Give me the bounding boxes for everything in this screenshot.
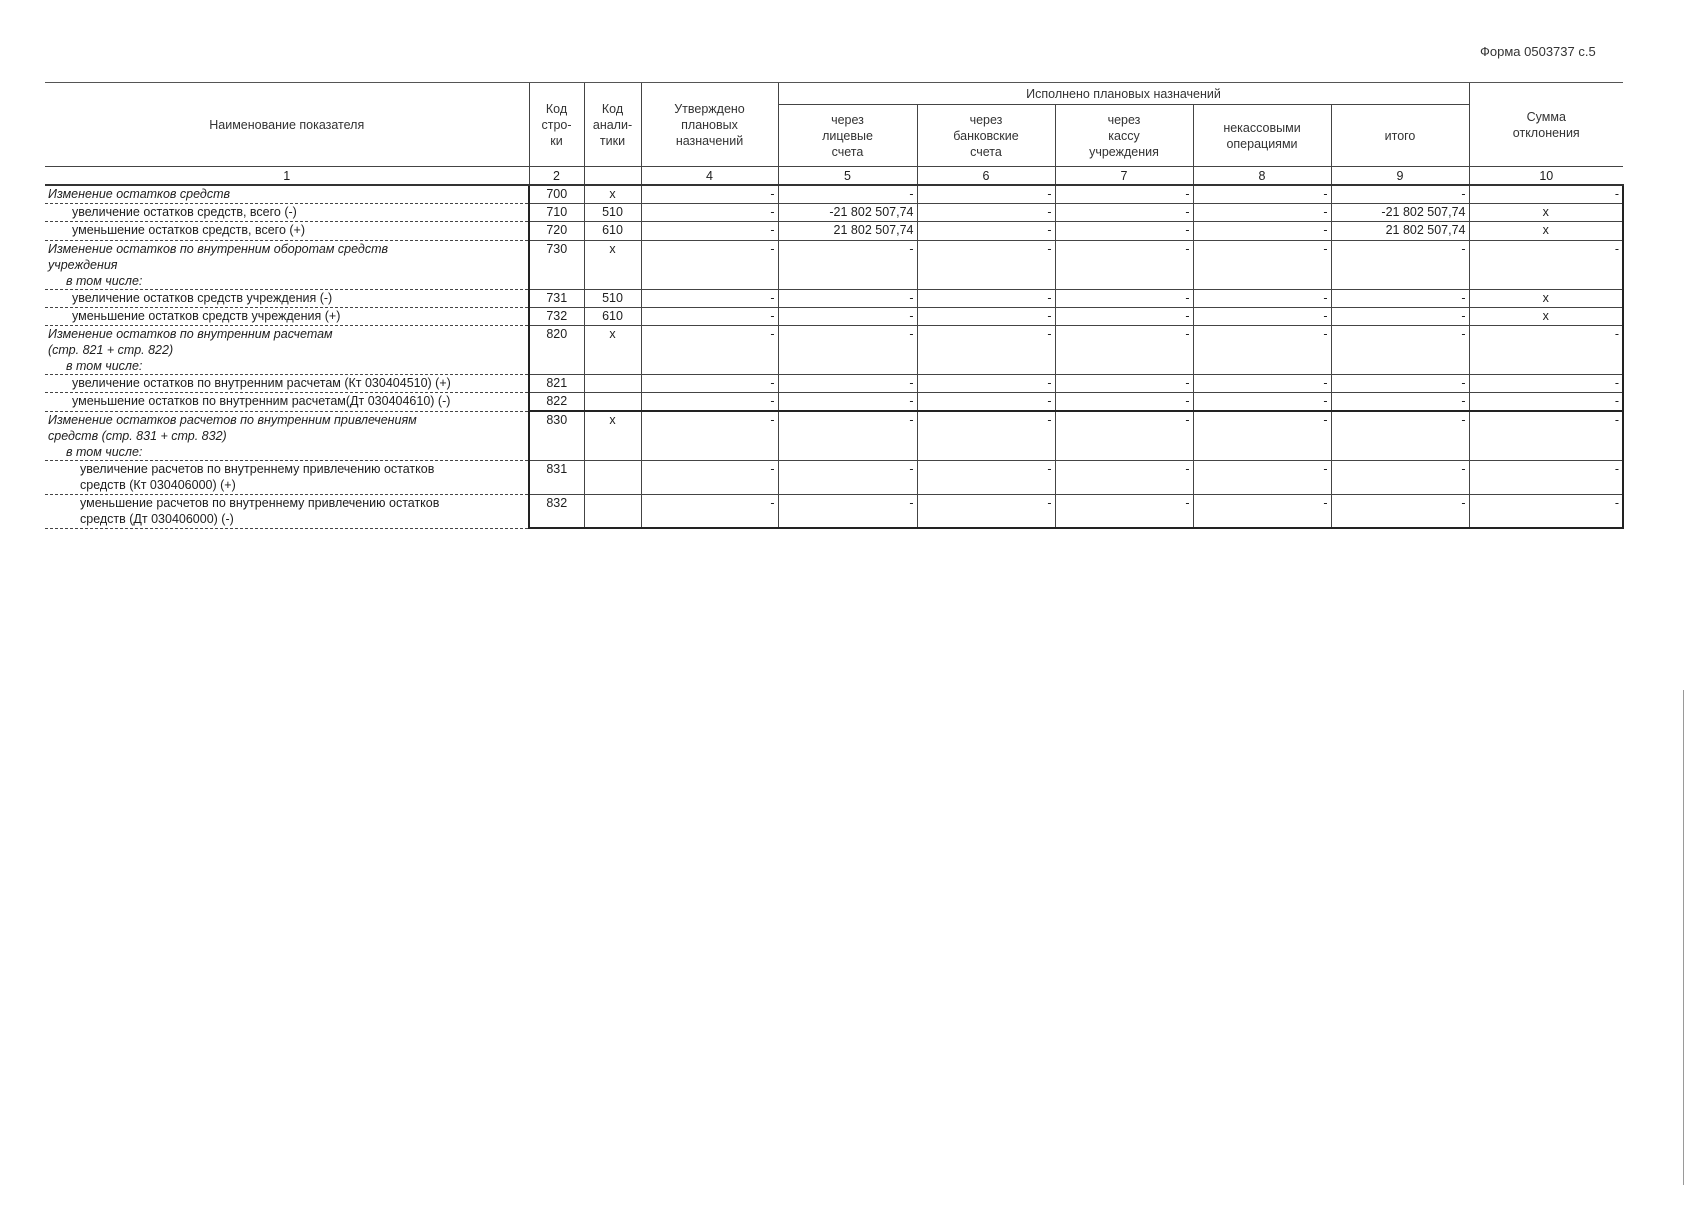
via-cash-cell: - bbox=[1055, 203, 1193, 221]
via-bank-cell: - bbox=[917, 185, 1055, 203]
via-accounts-cell: - bbox=[778, 460, 917, 494]
col-number: 6 bbox=[917, 167, 1055, 186]
line-code-cell: 832 bbox=[529, 494, 584, 528]
scan-edge-line bbox=[1683, 690, 1684, 1185]
analytic-code-cell: 610 bbox=[584, 307, 641, 325]
approved-cell: - bbox=[641, 325, 778, 374]
header-line-code: Код стро- ки bbox=[529, 83, 584, 167]
via-accounts-cell: - bbox=[778, 289, 917, 307]
noncash-cell: - bbox=[1193, 411, 1331, 460]
line-code-cell: 831 bbox=[529, 460, 584, 494]
indicator-name-line: (стр. 821 + стр. 822) bbox=[48, 342, 174, 357]
analytic-code-cell bbox=[584, 460, 641, 494]
via-cash-cell: - bbox=[1055, 460, 1193, 494]
indicator-name-line: уменьшение остатков средств, всего (+) bbox=[72, 222, 305, 237]
via-bank-cell: - bbox=[917, 374, 1055, 392]
table-row bbox=[45, 203, 1623, 221]
indicator-name-line: учреждения bbox=[48, 257, 118, 272]
noncash-cell: - bbox=[1193, 240, 1331, 289]
via-cash-cell: - bbox=[1055, 185, 1193, 203]
indicator-name-line: увеличение расчетов по внутреннему привлечению остатков bbox=[80, 461, 435, 476]
via-bank-cell: - bbox=[917, 240, 1055, 289]
indicator-name-line: в том числе: bbox=[66, 273, 143, 288]
via-accounts-cell: - bbox=[778, 411, 917, 460]
header-deviation: Сумма отклонения bbox=[1469, 83, 1623, 167]
analytic-code-cell: x bbox=[584, 325, 641, 374]
total-cell: - bbox=[1331, 374, 1469, 392]
indicator-name-cell bbox=[45, 289, 529, 307]
via-bank-cell: - bbox=[917, 325, 1055, 374]
analytic-code-cell bbox=[584, 374, 641, 392]
indicator-name-line: Изменение остатков средств bbox=[48, 187, 231, 201]
indicator-name-cell bbox=[45, 325, 529, 374]
total-cell: - bbox=[1331, 392, 1469, 411]
via-accounts-cell: - bbox=[778, 307, 917, 325]
total-cell: - bbox=[1331, 460, 1469, 494]
via-cash-cell: - bbox=[1055, 494, 1193, 528]
line-code-cell: 732 bbox=[529, 307, 584, 325]
analytic-code-cell: x bbox=[584, 240, 641, 289]
table-row bbox=[45, 185, 1623, 203]
via-accounts-cell: - bbox=[778, 185, 917, 203]
approved-cell: - bbox=[641, 494, 778, 528]
deviation-cell: x bbox=[1469, 221, 1623, 240]
total-cell: - bbox=[1331, 325, 1469, 374]
total-cell: - bbox=[1331, 240, 1469, 289]
deviation-cell: - bbox=[1469, 392, 1623, 411]
deviation-cell: - bbox=[1469, 460, 1623, 494]
via-accounts-cell: - bbox=[778, 325, 917, 374]
total-cell: -21 802 507,74 bbox=[1331, 203, 1469, 221]
noncash-cell: - bbox=[1193, 494, 1331, 528]
table-row bbox=[45, 392, 1623, 411]
indicator-name-cell bbox=[45, 240, 529, 289]
deviation-cell: - bbox=[1469, 185, 1623, 203]
via-accounts-cell: - bbox=[778, 240, 917, 289]
indicator-name-cell bbox=[45, 374, 529, 392]
table-row bbox=[45, 289, 1623, 307]
approved-cell: - bbox=[641, 203, 778, 221]
via-accounts-cell: - bbox=[778, 494, 917, 528]
via-accounts-cell: 21 802 507,74 bbox=[778, 221, 917, 240]
indicator-name-line: уменьшение расчетов по внутреннему привлечению остатков bbox=[80, 495, 440, 510]
form-number-label: Форма 0503737 с.5 bbox=[1480, 44, 1596, 59]
via-cash-cell: - bbox=[1055, 221, 1193, 240]
analytic-code-cell bbox=[584, 392, 641, 411]
line-code-cell: 821 bbox=[529, 374, 584, 392]
via-cash-cell: - bbox=[1055, 411, 1193, 460]
via-cash-cell: - bbox=[1055, 240, 1193, 289]
via-accounts-cell: -21 802 507,74 bbox=[778, 203, 917, 221]
indicator-name-line: средств (стр. 831 + стр. 832) bbox=[48, 428, 227, 443]
header-noncash: некассовыми операциями bbox=[1193, 105, 1331, 167]
table-row bbox=[45, 221, 1623, 240]
table-row bbox=[45, 411, 1623, 460]
approved-cell: - bbox=[641, 221, 778, 240]
analytic-code-cell: x bbox=[584, 185, 641, 203]
line-code-cell: 830 bbox=[529, 411, 584, 460]
via-cash-cell: - bbox=[1055, 325, 1193, 374]
col-number: 2 bbox=[529, 167, 584, 186]
analytic-code-cell: x bbox=[584, 411, 641, 460]
via-bank-cell: - bbox=[917, 307, 1055, 325]
line-code-cell: 731 bbox=[529, 289, 584, 307]
approved-cell: - bbox=[641, 460, 778, 494]
indicator-name-line: уменьшение остатков средств учреждения (+) bbox=[72, 308, 341, 323]
noncash-cell: - bbox=[1193, 203, 1331, 221]
indicator-name-cell bbox=[45, 203, 529, 221]
col-number: 10 bbox=[1469, 167, 1623, 186]
line-code-cell: 720 bbox=[529, 221, 584, 240]
header-via-cash: через кассу учреждения bbox=[1055, 105, 1193, 167]
table-row bbox=[45, 325, 1623, 374]
col-number: 9 bbox=[1331, 167, 1469, 186]
analytic-code-cell: 510 bbox=[584, 203, 641, 221]
indicator-name-cell bbox=[45, 460, 529, 494]
via-accounts-cell: - bbox=[778, 374, 917, 392]
noncash-cell: - bbox=[1193, 289, 1331, 307]
total-cell: - bbox=[1331, 494, 1469, 528]
total-cell: - bbox=[1331, 185, 1469, 203]
via-bank-cell: - bbox=[917, 203, 1055, 221]
header-via-bank: через банковские счета bbox=[917, 105, 1055, 167]
via-bank-cell: - bbox=[917, 411, 1055, 460]
deviation-cell: x bbox=[1469, 307, 1623, 325]
noncash-cell: - bbox=[1193, 185, 1331, 203]
via-cash-cell: - bbox=[1055, 307, 1193, 325]
deviation-cell: - bbox=[1469, 494, 1623, 528]
total-cell: - bbox=[1331, 411, 1469, 460]
line-code-cell: 822 bbox=[529, 392, 584, 411]
deviation-cell: - bbox=[1469, 411, 1623, 460]
line-code-cell: 700 bbox=[529, 185, 584, 203]
indicator-name-line: увеличение остатков средств, всего (-) bbox=[72, 204, 297, 219]
approved-cell: - bbox=[641, 411, 778, 460]
col-number: 1 bbox=[45, 167, 529, 186]
total-cell: - bbox=[1331, 289, 1469, 307]
via-bank-cell: - bbox=[917, 221, 1055, 240]
noncash-cell: - bbox=[1193, 307, 1331, 325]
line-code-cell: 820 bbox=[529, 325, 584, 374]
deviation-cell: - bbox=[1469, 374, 1623, 392]
noncash-cell: - bbox=[1193, 392, 1331, 411]
indicator-name-line: увеличение остатков средств учреждения (-) bbox=[72, 290, 333, 305]
indicator-name-line: Изменение остатков расчетов по внутренним привлечениям bbox=[48, 412, 417, 427]
via-cash-cell: - bbox=[1055, 392, 1193, 411]
via-cash-cell: - bbox=[1055, 374, 1193, 392]
total-cell: - bbox=[1331, 307, 1469, 325]
indicator-name-line: средств (Кт 030406000) (+) bbox=[80, 477, 236, 492]
indicator-name-line: в том числе: bbox=[66, 444, 143, 459]
header-approved: Утверждено плановых назначений bbox=[641, 83, 778, 167]
indicator-name-cell bbox=[45, 221, 529, 240]
column-numbers-row bbox=[45, 167, 1623, 186]
col-number: 8 bbox=[1193, 167, 1331, 186]
col-number: 5 bbox=[778, 167, 917, 186]
header-executed-group: Исполнено плановых назначений bbox=[778, 83, 1469, 105]
indicator-name-line: Изменение остатков по внутренним оборотам средств bbox=[48, 241, 389, 256]
via-cash-cell: - bbox=[1055, 289, 1193, 307]
indicator-name-line: в том числе: bbox=[66, 358, 143, 373]
noncash-cell: - bbox=[1193, 325, 1331, 374]
table-row bbox=[45, 307, 1623, 325]
indicator-name-cell bbox=[45, 392, 529, 411]
table-row bbox=[45, 240, 1623, 289]
indicator-name-cell bbox=[45, 411, 529, 460]
approved-cell: - bbox=[641, 240, 778, 289]
via-bank-cell: - bbox=[917, 392, 1055, 411]
deviation-cell: - bbox=[1469, 325, 1623, 374]
col-number: 4 bbox=[641, 167, 778, 186]
via-bank-cell: - bbox=[917, 460, 1055, 494]
indicator-name-cell bbox=[45, 494, 529, 528]
header-via-accounts: через лицевые счета bbox=[778, 105, 917, 167]
approved-cell: - bbox=[641, 392, 778, 411]
via-bank-cell: - bbox=[917, 289, 1055, 307]
line-code-cell: 730 bbox=[529, 240, 584, 289]
analytic-code-cell: 510 bbox=[584, 289, 641, 307]
indicator-name-line: средств (Дт 030406000) (-) bbox=[80, 511, 234, 526]
approved-cell: - bbox=[641, 374, 778, 392]
approved-cell: - bbox=[641, 185, 778, 203]
indicator-name-cell bbox=[45, 185, 529, 203]
noncash-cell: - bbox=[1193, 374, 1331, 392]
analytic-code-cell bbox=[584, 494, 641, 528]
line-code-cell: 710 bbox=[529, 203, 584, 221]
noncash-cell: - bbox=[1193, 221, 1331, 240]
deviation-cell: - bbox=[1469, 240, 1623, 289]
via-bank-cell: - bbox=[917, 494, 1055, 528]
col-number: 7 bbox=[1055, 167, 1193, 186]
deviation-cell: x bbox=[1469, 289, 1623, 307]
approved-cell: - bbox=[641, 289, 778, 307]
indicator-name-line: уменьшение остатков по внутренним расчетам(Дт 030404610) (-) bbox=[72, 393, 451, 408]
indicator-name-cell bbox=[45, 307, 529, 325]
table-row bbox=[45, 460, 1623, 494]
approved-cell: - bbox=[641, 307, 778, 325]
via-accounts-cell: - bbox=[778, 392, 917, 411]
header-total: итого bbox=[1331, 105, 1469, 167]
deviation-cell: x bbox=[1469, 203, 1623, 221]
indicator-name-line: Изменение остатков по внутренним расчетам bbox=[48, 326, 333, 341]
header-indicator-name: Наименование показателя bbox=[45, 83, 529, 167]
analytic-code-cell: 610 bbox=[584, 221, 641, 240]
noncash-cell: - bbox=[1193, 460, 1331, 494]
total-cell: 21 802 507,74 bbox=[1331, 221, 1469, 240]
col-number bbox=[584, 167, 641, 186]
header-analytic-code: Код анали- тики bbox=[584, 83, 641, 167]
table-row bbox=[45, 494, 1623, 528]
table-row bbox=[45, 374, 1623, 392]
indicator-name-line: увеличение остатков по внутренним расчетам (Кт 030404510) (+) bbox=[72, 375, 451, 390]
report-table bbox=[45, 82, 1624, 529]
